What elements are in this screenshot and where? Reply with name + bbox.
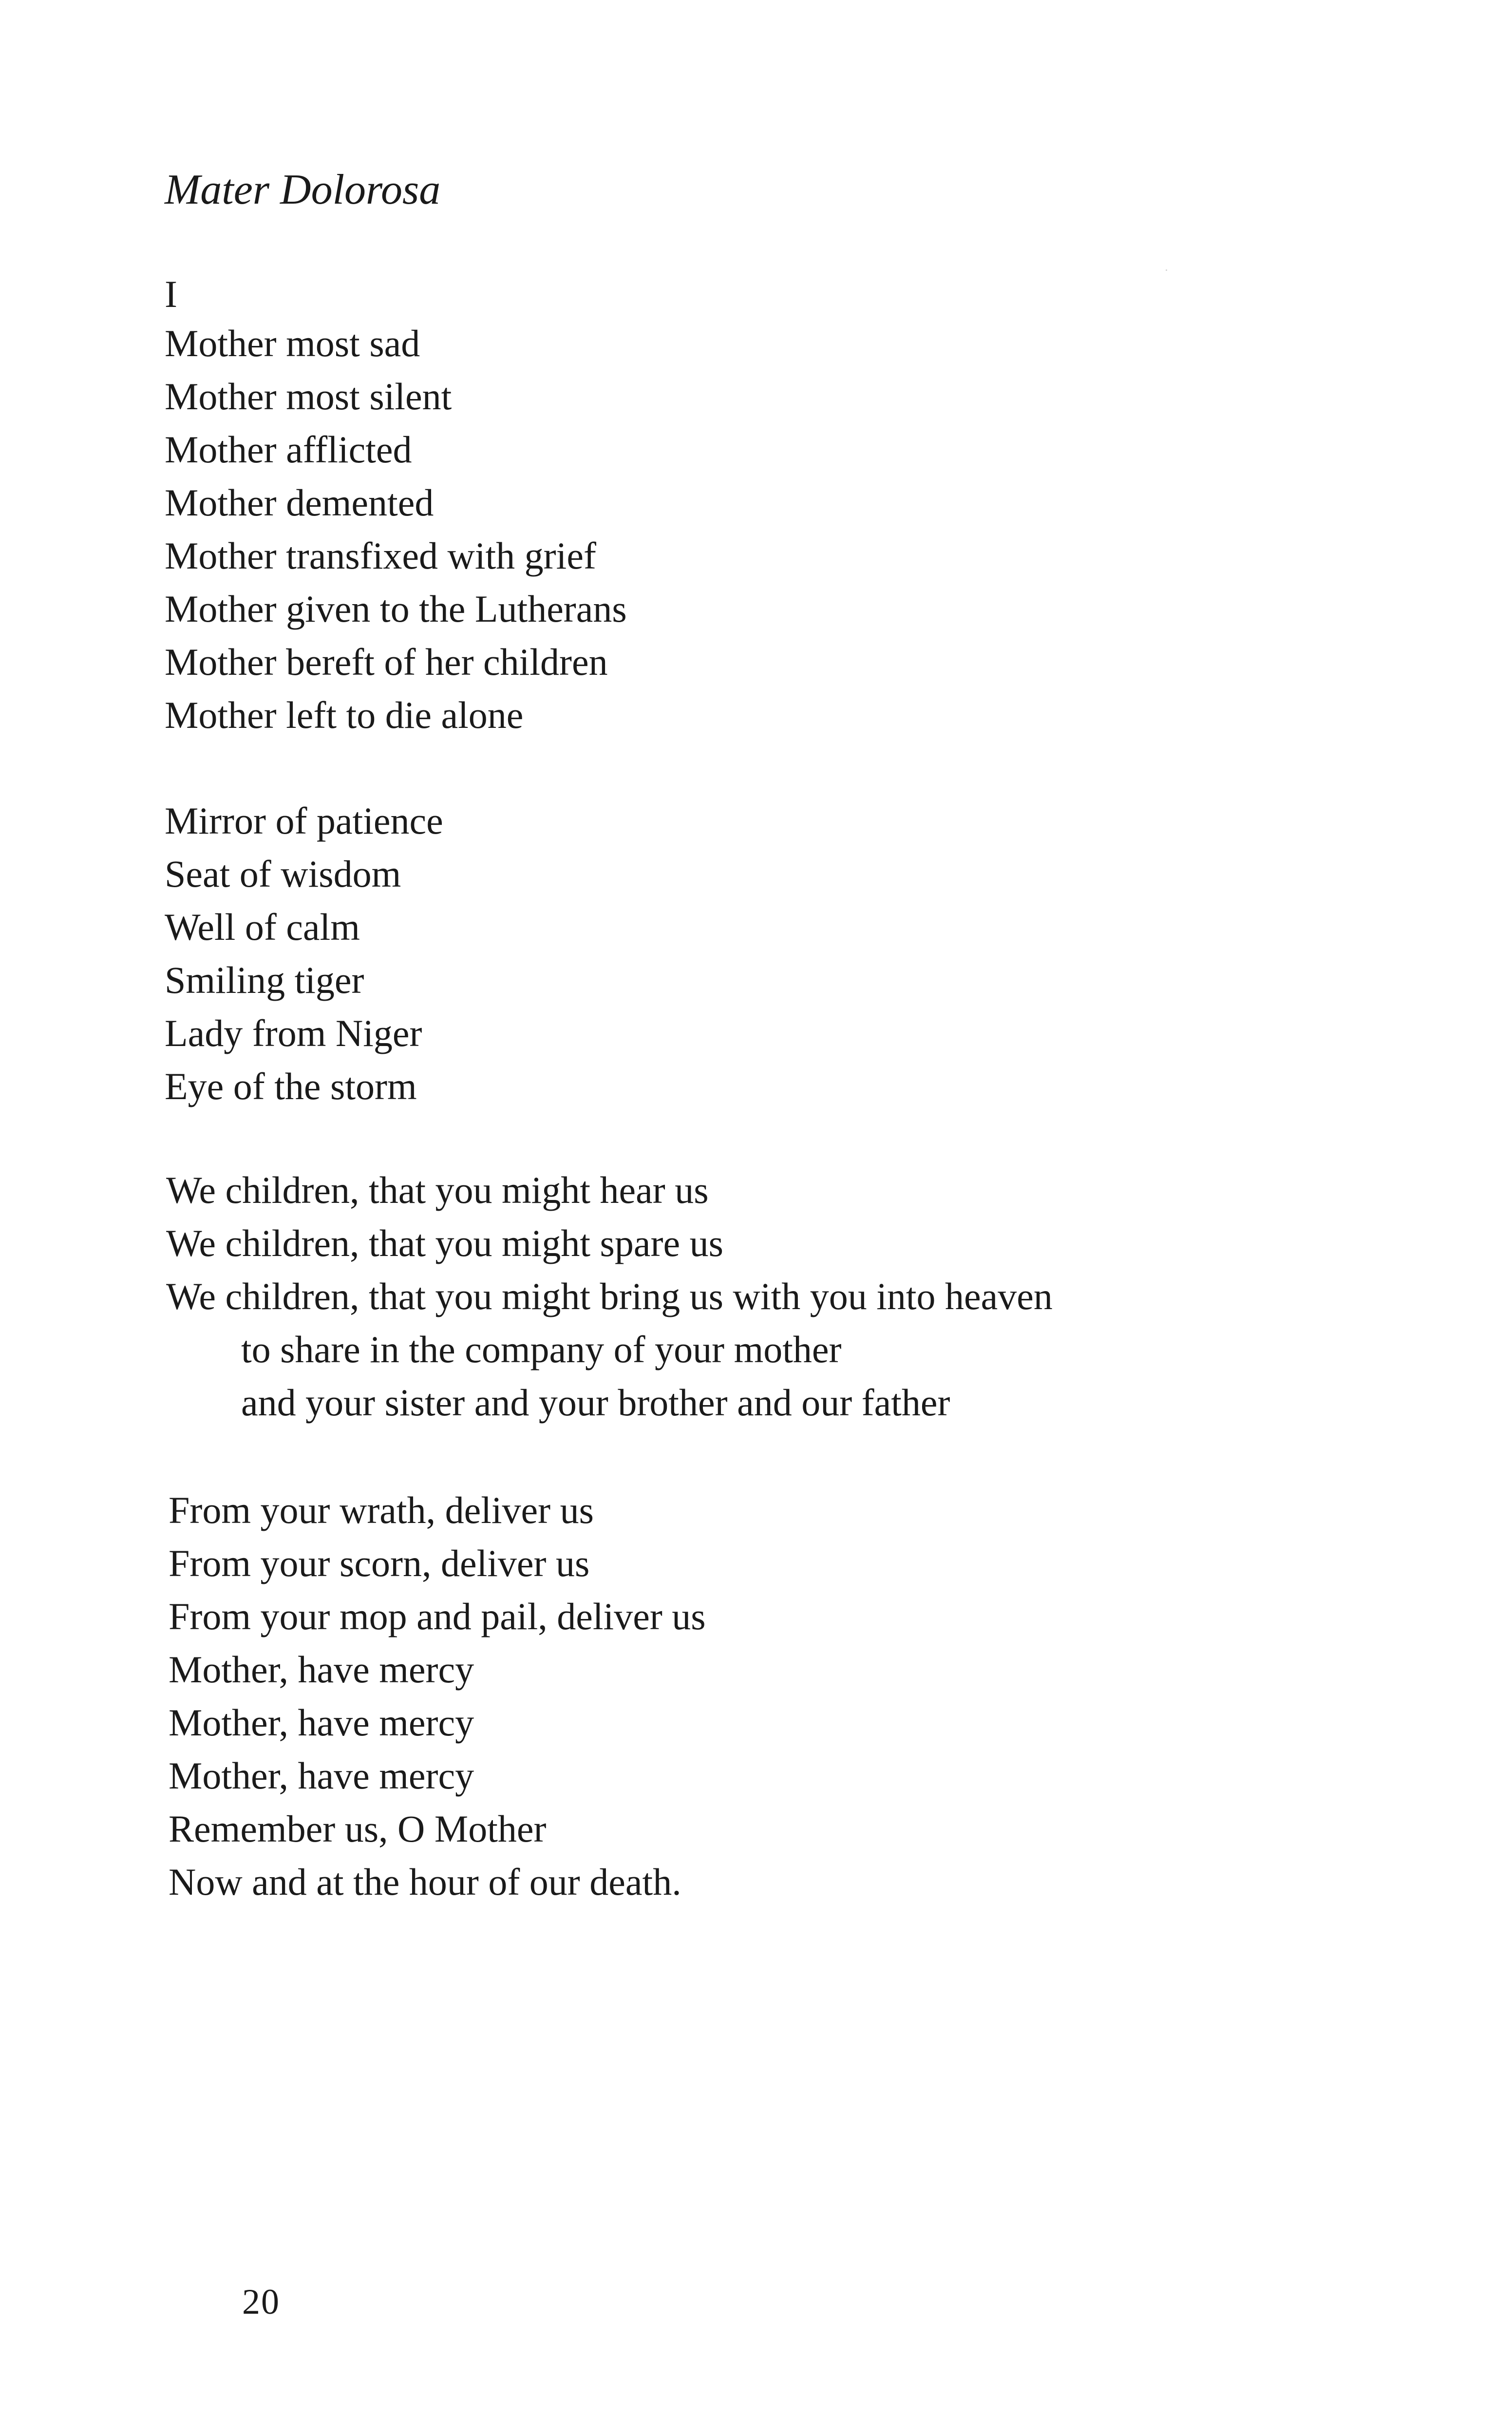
stanza-1 <box>165 317 627 742</box>
poem-line: Mother given to the Lutherans <box>165 588 627 630</box>
poem-line: From your mop and pail, deliver us <box>169 1595 706 1637</box>
poem-line: Well of calm <box>165 906 360 948</box>
stanza-2 <box>165 794 443 1113</box>
section-numeral: I <box>165 273 177 315</box>
poem-line: Mother most sad <box>165 322 420 364</box>
poem-line: Mother left to die alone <box>165 694 524 736</box>
poem-line: We children, that you might bring us with you into heaven <box>166 1275 1053 1317</box>
poem-line-indented: and your sister and your brother and our father <box>241 1381 950 1424</box>
stanza-4 <box>169 1484 706 1908</box>
poem-line: From your wrath, deliver us <box>169 1489 594 1531</box>
poem-line: Eye of the storm <box>165 1065 417 1107</box>
poem-line: Smiling tiger <box>165 959 364 1001</box>
poem-line: Now and at the hour of our death. <box>169 1861 681 1903</box>
poem-line: Mirror of patience <box>165 799 443 842</box>
paper-speck <box>1166 269 1167 271</box>
poem-line: Mother, have mercy <box>169 1701 474 1744</box>
poem-line: Mother, have mercy <box>169 1754 474 1797</box>
poem-line: Mother most silent <box>165 375 452 418</box>
poem-line: Mother bereft of her children <box>165 641 608 683</box>
poem-line: Remember us, O Mother <box>169 1808 547 1850</box>
poem-line: Mother demented <box>165 481 434 524</box>
poem-line: Seat of wisdom <box>165 853 401 895</box>
poem-title: Mater Dolorosa <box>165 166 441 213</box>
poem-line: Mother afflicted <box>165 428 412 471</box>
poem-line: We children, that you might hear us <box>166 1169 709 1211</box>
poem-line: Mother, have mercy <box>169 1648 474 1691</box>
poem-line: Lady from Niger <box>165 1012 422 1054</box>
stanza-3 <box>166 1163 1053 1429</box>
poem-line: From your scorn, deliver us <box>169 1542 590 1584</box>
poem-line: We children, that you might spare us <box>166 1222 723 1264</box>
poem-line-indented: to share in the company of your mother <box>241 1328 842 1370</box>
poem-line: Mother transfixed with grief <box>165 534 596 577</box>
page-number: 20 <box>242 2282 280 2322</box>
